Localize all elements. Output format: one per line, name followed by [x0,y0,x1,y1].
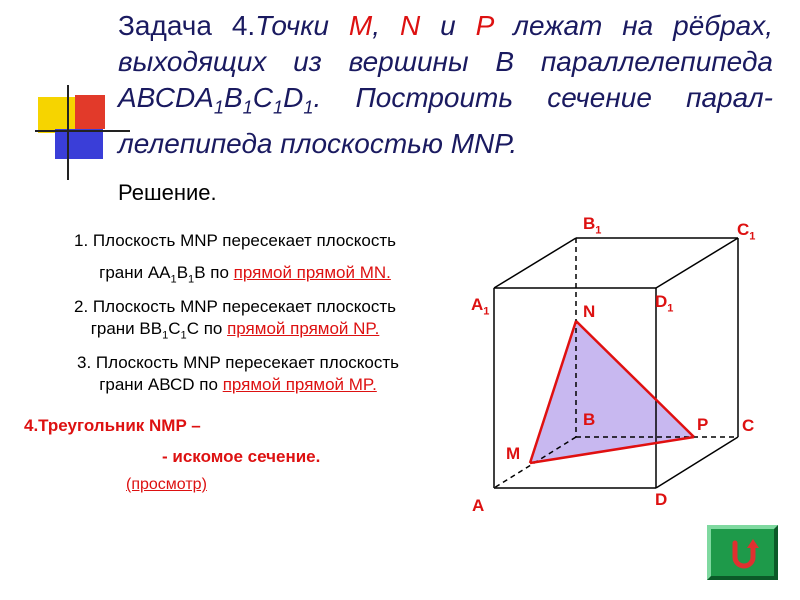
vertex-p-label: P [697,415,709,434]
vertex-d1-letter: D [655,292,668,311]
u-turn-arrow-icon [728,537,760,569]
solution-heading: Решение. [118,180,217,205]
vertex-a-label: А [472,496,485,515]
vertex-d-label: D [655,490,668,509]
step-1-link[interactable]: прямой прямой MN. [233,263,391,282]
title-sub-2: 1 [242,97,253,118]
step-2-text-a: грани ВВ [90,319,163,338]
step-2-line-1: 2. Плоскость MNP пересекает плоскость [73,297,396,316]
step-2-text-c: С по [186,319,228,338]
vertex-a1-letter: A [471,295,484,314]
edge-d-c [656,437,738,488]
step-1-sub-2: 1 [188,273,195,286]
vertex-a1-sub: 1 [483,305,490,318]
vertex-d1-label [655,292,673,314]
step-3-text-a: грани АВСD по [99,375,223,394]
title-text-1: Точки [255,10,349,41]
step-3-link[interactable]: прямой прямой MP. [222,375,377,394]
vertex-c1-label [737,220,755,242]
step-1-text-c: В по [194,263,234,282]
point-n-ref: N [399,10,421,41]
title-text-4: лежат на рёбрах, выходящих из вершины В параллелепипеда АВСDA [118,10,773,113]
title-sub-1: 1 [213,97,224,118]
vertex-d1-sub: 1 [667,302,674,315]
vertex-n-label: N [583,302,596,321]
vertex-b1-sub: 1 [595,224,602,237]
step-2-sub-2: 1 [180,329,187,342]
edge-a1-b1 [494,238,576,288]
point-m-ref: M [348,10,373,41]
step-1-text-a: грани АА [99,263,171,282]
step-2-text-b: С [168,319,181,338]
conclusion-line-1: 4.Треугольник NMP – [24,416,201,435]
task-label: Задача 4. [118,10,256,41]
point-p-ref: P [475,10,494,41]
title-text-3: и [420,10,476,41]
edge-c1-d1 [656,238,738,288]
vertex-c-label: C [742,416,755,435]
vertex-b1-letter: B [583,214,596,233]
vertex-b-label: B [583,410,596,429]
title-text-d: D [283,82,304,113]
step-3-line-1: 3. Плоскость MNP пересекает плоскость [76,353,399,372]
step-2-sub-1: 1 [162,329,169,342]
conclusion-line-2: - искомое сечение. [162,447,321,466]
return-button[interactable] [707,525,778,580]
title-text-b: B [223,82,243,113]
title-text-2: , [372,10,400,41]
step-2-link[interactable]: прямой прямой NP. [227,319,380,338]
step-1-sub-1: 1 [170,273,177,286]
vertex-b1-label [583,214,601,236]
title-text-c: C [252,82,274,113]
title-sub-3: 1 [273,97,284,118]
vertex-c1-letter: C [737,220,750,239]
step-1-line-1: 1. Плоскость MNP пересекает плоскость [73,231,396,250]
step-1-text-b: В [176,263,189,282]
title-text-5: . Построить сечение парал-лелепипеда плоскостью MNP. [118,82,773,159]
title-sub-4: 1 [303,97,314,118]
preview-link[interactable]: (просмотр) [126,476,207,493]
vertex-m-label: M [506,444,521,463]
vertex-a1-label [471,295,489,317]
vertex-c1-sub: 1 [749,230,756,243]
